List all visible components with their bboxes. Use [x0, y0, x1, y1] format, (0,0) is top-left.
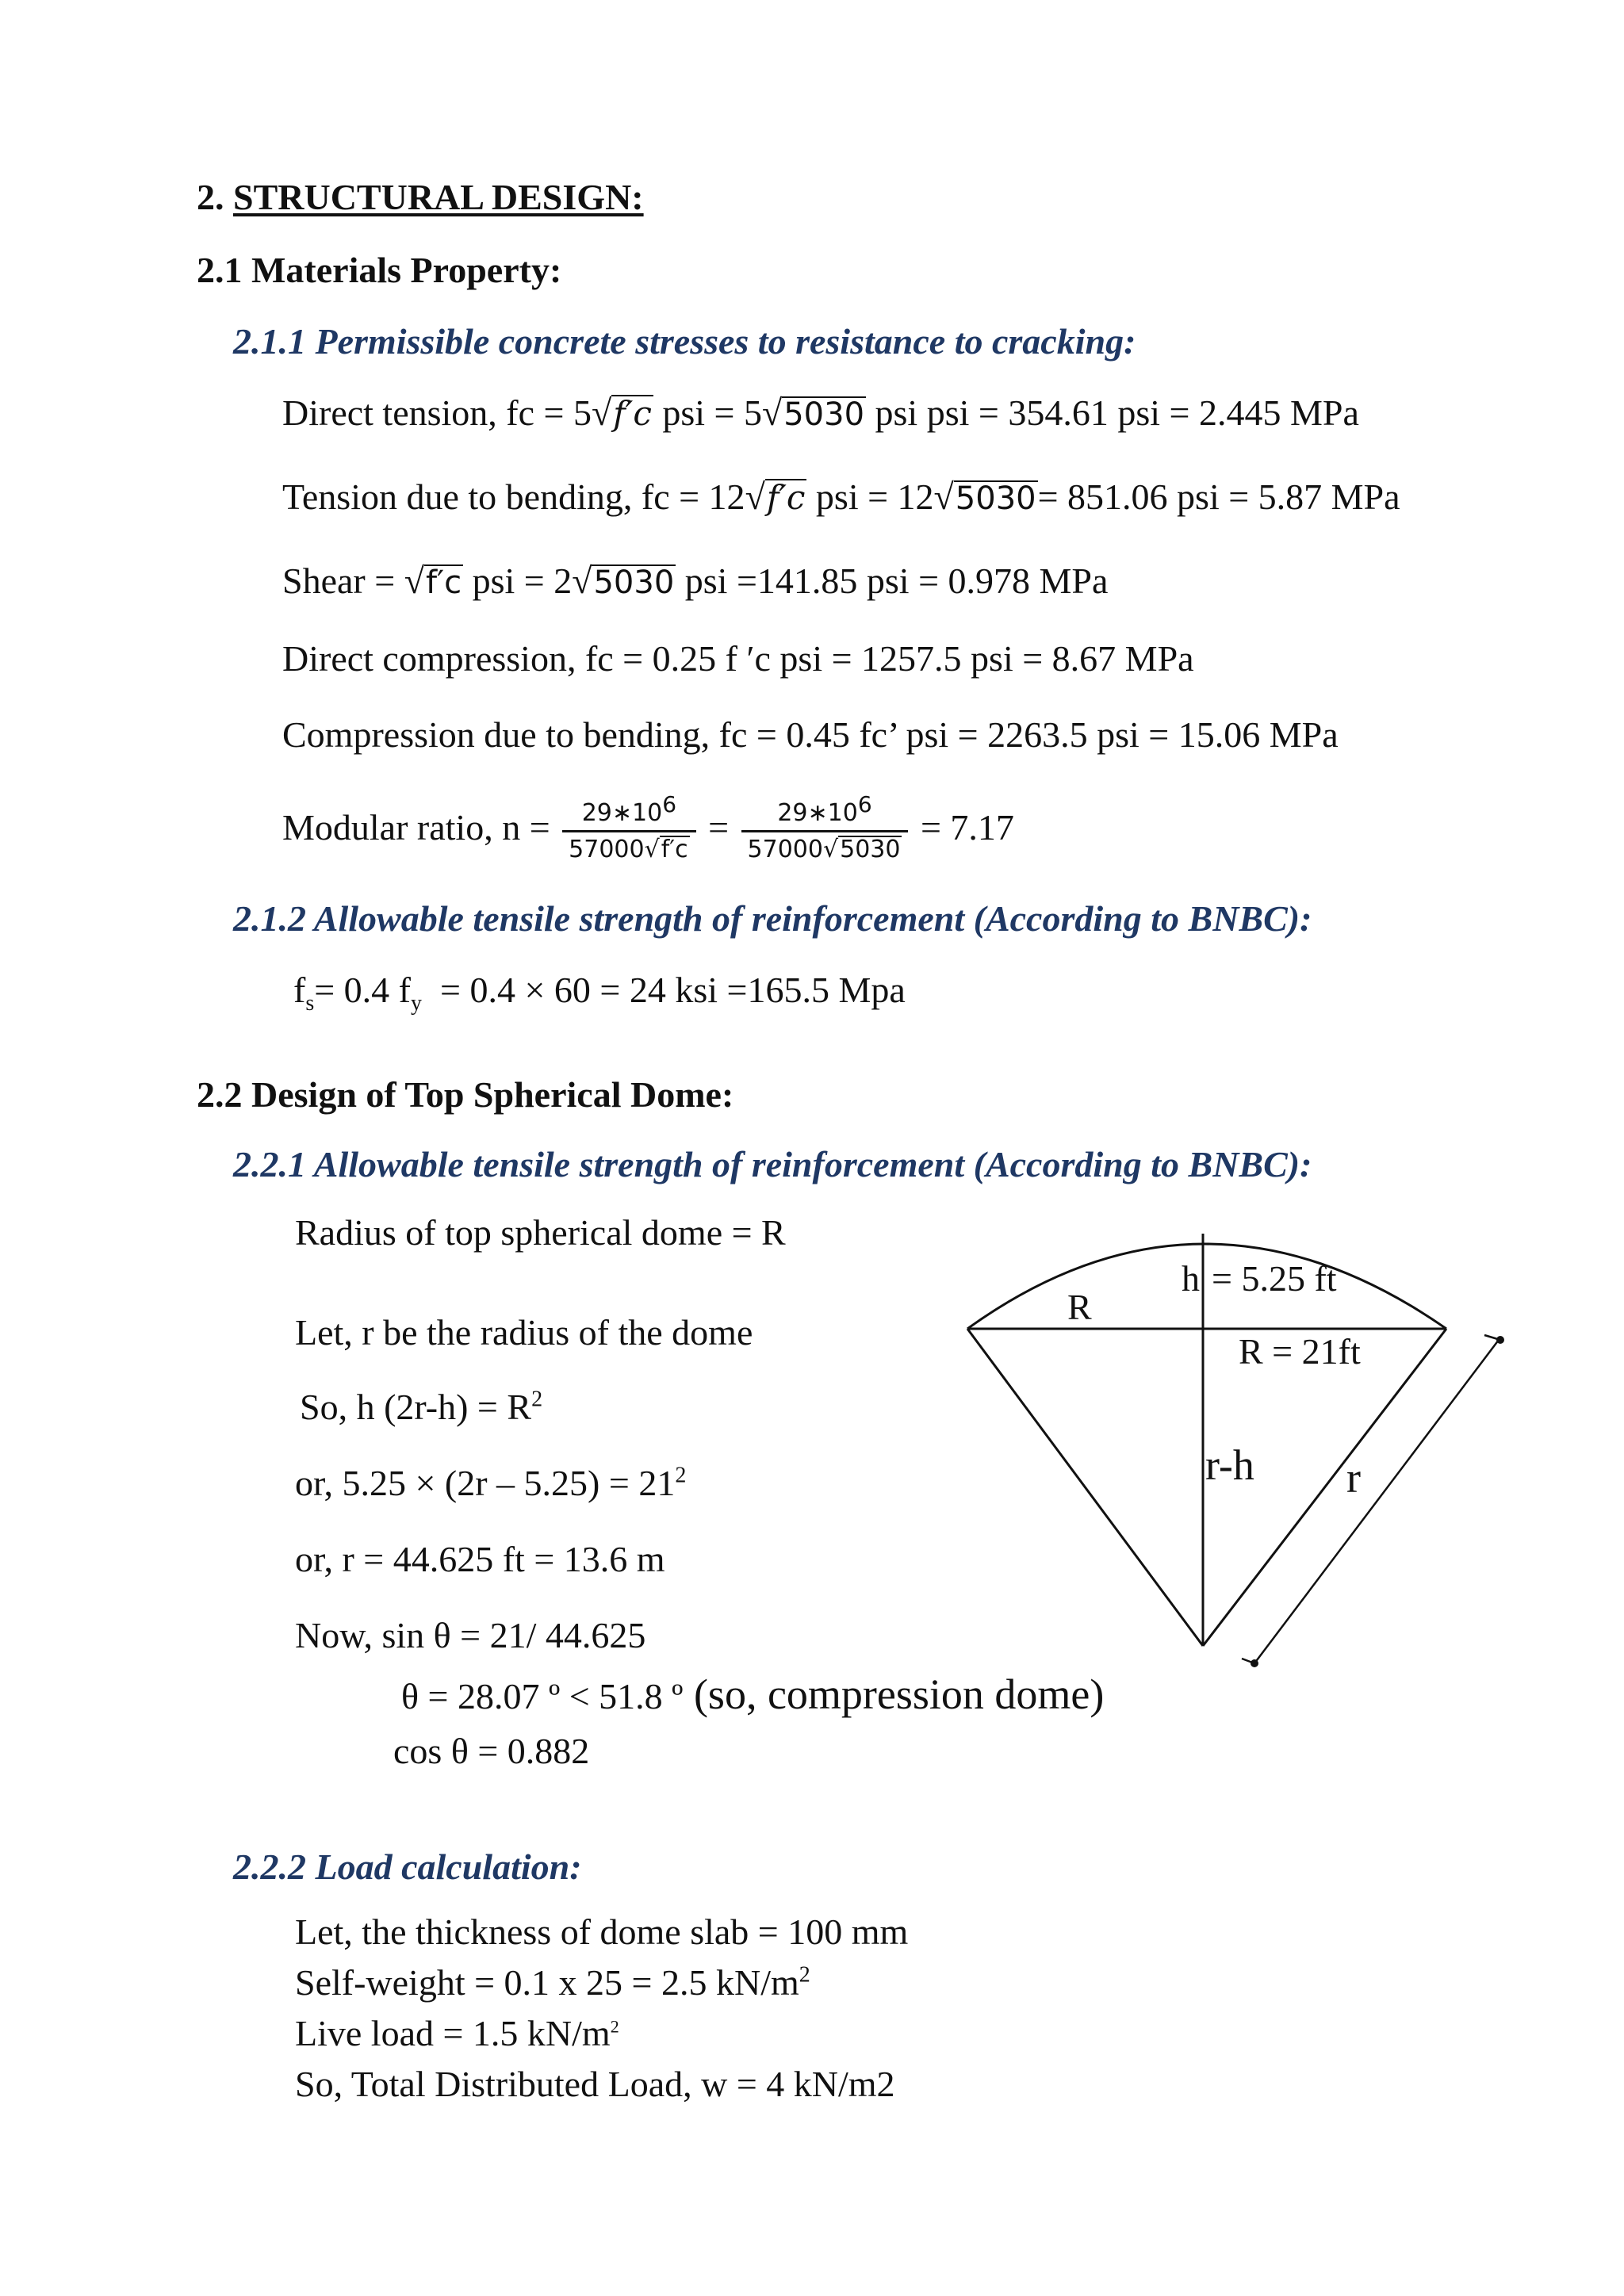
- modular-fraction-1: $\frac{29∗10^6}{57000√f'c}$: [562, 791, 695, 863]
- label-R-21ft: R = 21ft: [1239, 1331, 1361, 1372]
- load-line-self-weight: Self-weight = 0.1 x 25 = 2.5 $kN/m^2$: [295, 1962, 810, 2003]
- subsubsection-heading-permissible-stresses: 2.1.1 Permissible concrete stresses to resistance to cracking:: [233, 321, 1136, 362]
- dome-line-theta: θ = 28.07 º < 51.8 º (so, compression dome): [401, 1670, 1105, 1718]
- dome-line-let-r: Let, r be the radius of the dome: [295, 1312, 753, 1353]
- load-line-thickness: Let, the thickness of dome slab = 100 mm: [295, 1911, 909, 1952]
- sqrt-5030: 5030: [593, 564, 675, 601]
- section-heading: [197, 176, 644, 218]
- label-r-minus-h: r-h: [1205, 1441, 1254, 1489]
- modular-fraction-2: $\frac{29∗10^6}{57000√5030}$: [741, 791, 909, 863]
- r-dimension-line: [1254, 1340, 1499, 1663]
- section-title: STRUCTURAL DESIGN:: [233, 177, 644, 217]
- sqrt-fc: f′c: [613, 394, 652, 433]
- fs-formula-line: $f_s= 0.4$ $f_y = 0.4 \times 60 = 24$ ksi =165.5 Mpa: [293, 970, 906, 1016]
- dome-line-radius: Radius of top spherical dome = R: [295, 1212, 786, 1253]
- dome-line-sin-theta: Now, sin θ = 21/ 44.625: [295, 1615, 646, 1655]
- subsection-heading-materials: 2.1 Materials Property:: [197, 250, 562, 290]
- load-line-live-load: Live load = 1.5 $kN/m^2$: [295, 2013, 619, 2053]
- dome-radius-left: [967, 1329, 1203, 1646]
- label-R: R: [1067, 1287, 1092, 1327]
- sqrt-5030: 5030: [783, 396, 865, 433]
- dome-geometry-diagram: [952, 1221, 1522, 1681]
- sqrt-5030: 5030: [955, 480, 1036, 517]
- label-r: r: [1346, 1454, 1361, 1502]
- modular-ratio-line: Modular ratio, n = $\frac{29∗10^6}{57000√f'c}$ = $\frac{29∗10^6}{57000√5030}$ = 7.17: [282, 791, 1014, 863]
- subsection-heading-top-dome: 2.2 Design of Top Spherical Dome:: [197, 1074, 734, 1115]
- sqrt-fc: f′c: [766, 478, 806, 517]
- dome-line-r-value: or, r = 44.625 ft = 13.6 m: [295, 1539, 665, 1579]
- r-dimension-end-bottom: [1251, 1659, 1258, 1667]
- label-h-value: = 5.25 ft: [1212, 1258, 1337, 1299]
- direct-tension-line: Direct tension, fc = 5√f′c psi = 5√5030 psi psi = 354.61 psi = 2.445 MPa: [282, 392, 1359, 433]
- dome-arc: [967, 1244, 1446, 1329]
- dome-line-cos-theta: cos θ = 0.882: [393, 1731, 590, 1771]
- dome-line-equation: So, h $(2r-h) = R^2$: [300, 1387, 543, 1427]
- compression-bending-line: Compression due to bending, fc = 0.45 fc’ psi = 2263.5 psi = 15.06 MPa: [282, 714, 1339, 755]
- tension-bending-line: Tension due to bending, fc = 12√f′c psi = 12√5030= 851.06 psi = 5.87 MPa: [282, 476, 1400, 517]
- r-dimension-end-top: [1496, 1336, 1504, 1344]
- subsubsection-heading-dome-radius: 2.2.1 Allowable tensile strength of reinforcement (According to BNBC):: [233, 1144, 1312, 1184]
- subsubsection-heading-allowable-tensile: 2.1.2 Allowable tensile strength of reinforcement (According to BNBC):: [233, 898, 1312, 939]
- section-number: 2.: [197, 177, 224, 217]
- label-h: h: [1182, 1258, 1200, 1299]
- sqrt-fc: f′c: [425, 564, 462, 601]
- dome-line-substitution: or, $5.25 \times (2r - 5.25) = 21^2$: [295, 1463, 687, 1503]
- load-line-total: So, Total Distributed Load, w = 4 kN/m2: [295, 2064, 895, 2104]
- subsubsection-heading-load-calculation: 2.2.2 Load calculation:: [233, 1846, 582, 1887]
- shear-line: Shear = √f′c psi = 2√5030 psi =141.85 psi = 0.978 MPa: [282, 561, 1109, 601]
- direct-compression-line: Direct compression, fc = 0.25 f ′c psi = 1257.5 psi = 8.67 MPa: [282, 638, 1194, 679]
